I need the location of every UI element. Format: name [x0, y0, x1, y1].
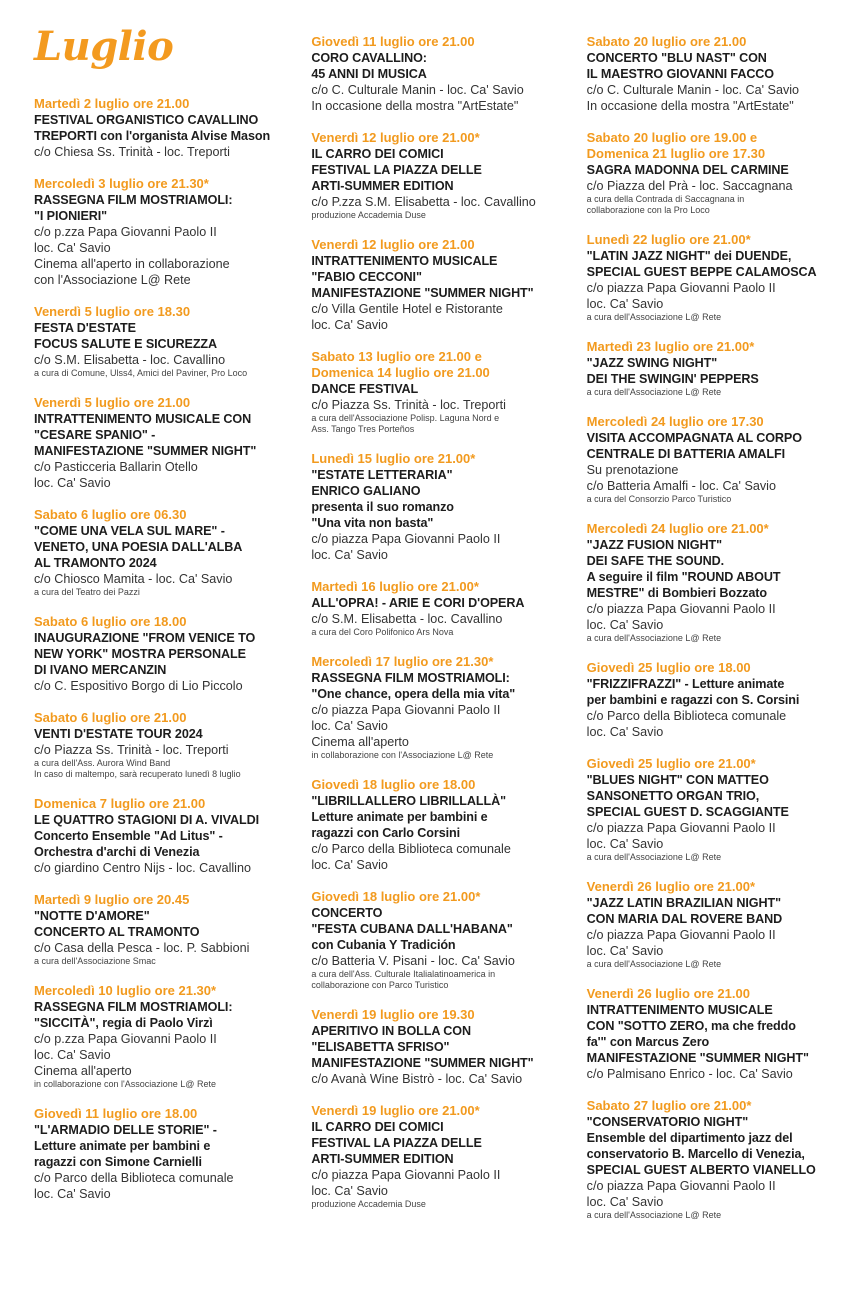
event-date: Martedì 16 luglio ore 21.00*: [311, 579, 479, 594]
event-date: Venerdì 19 luglio ore 21.00*: [311, 1103, 480, 1118]
event-date: Venerdì 5 luglio ore 18.30: [34, 304, 191, 319]
event-title: "BLUES NIGHT" CON MATTEO SANSONETTO ORGAN TRIO, SPECIAL GUEST D. SCAGGIANTE: [586, 773, 789, 819]
event-title: INTRATTENIMENTO MUSICALE CON "SOTTO ZERO, ma che freddo fa'" con Marcus Zero MANIFESTAZIONE "SUMMER NIGHT": [586, 1003, 809, 1065]
event-title: VENTI D'ESTATE TOUR 2024: [34, 727, 203, 741]
event-item: [34, 507, 299, 598]
event-item: [34, 614, 299, 694]
event-title: APERITIVO IN BOLLA CON "ELISABETTA SFRISO" MANIFESTAZIONE "SUMMER NIGHT": [311, 1024, 534, 1070]
event-title: RASSEGNA FILM MOSTRIAMOLI: "I PIONIERI": [34, 193, 233, 223]
event-location: Su prenotazione: [586, 463, 679, 477]
event-date: Martedì 23 luglio ore 21.00*: [586, 339, 755, 354]
event-item: [587, 130, 855, 216]
event-location: c/o P.zza S.M. Elisabetta - loc. Cavallino: [311, 195, 536, 209]
event-date: Martedì 9 luglio ore 20.45: [34, 892, 190, 907]
event-location: c/o Chiesa Ss. Trinità - loc. Treporti: [34, 145, 230, 159]
event-item: [587, 879, 855, 970]
event-title: INTRATTENIMENTO MUSICALE "FABIO CECCONI" MANIFESTAZIONE "SUMMER NIGHT": [311, 254, 534, 300]
event-title: CONCERTO "BLU NAST" CON IL MAESTRO GIOVANNI FACCO: [586, 51, 775, 81]
event-location: c/o Parco della Biblioteca comunale loc. Ca' Savio: [34, 1171, 234, 1201]
event-note: produzione Accademia Duse: [311, 1199, 426, 1209]
event-note: a cura dell'Associazione Smac: [34, 956, 156, 966]
event-title: VISITA ACCOMPAGNATA AL CORPO CENTRALE DI BATTERIA AMALFI: [586, 431, 802, 461]
event-location: c/o p.zza Papa Giovanni Paolo II loc. Ca' Savio: [34, 1032, 217, 1062]
event-date: Sabato 13 luglio ore 21.00 e Domenica 14 luglio ore 21.00: [311, 349, 490, 380]
event-date: Mercoledì 3 luglio ore 21.30*: [34, 176, 209, 191]
event-title: CONCERTO "FESTA CUBANA DALL'HABANA" con Cubania Y Tradición: [311, 906, 513, 952]
event-item: [311, 237, 574, 333]
event-location: c/o piazza Papa Giovanni Paolo II loc. Ca' Savio: [586, 281, 776, 311]
event-item: [34, 1106, 299, 1202]
event-date: Venerdì 12 luglio ore 21.00*: [311, 130, 480, 145]
event-note: a cura del Teatro dei Pazzi: [34, 587, 140, 597]
event-title: "FRIZZIFRAZZI" - Letture animate per bambini e ragazzi con S. Corsini: [586, 677, 800, 707]
event-date: Martedì 2 luglio ore 21.00: [34, 96, 190, 111]
event-title: INAUGURAZIONE "FROM VENICE TO NEW YORK" MOSTRA PERSONALE DI IVANO MERCANZIN: [34, 631, 256, 677]
event-item: [311, 777, 574, 873]
event-title: "CONSERVATORIO NIGHT" Ensemble del dipartimento jazz del conservatorio B. Marcello di Venezia, SPECIAL GUEST ALBERTO VIANELLO: [586, 1115, 816, 1177]
event-location: c/o piazza Papa Giovanni Paolo II loc. Ca' Savio: [311, 703, 501, 733]
event-location: c/o C. Culturale Manin - loc. Ca' Savio In occasione della mostra "ArtEstate": [311, 83, 524, 113]
event-date: Venerdì 19 luglio ore 19.30: [311, 1007, 475, 1022]
event-date: Giovedì 11 luglio ore 21.00: [311, 34, 475, 49]
event-date: Lunedì 15 luglio ore 21.00*: [311, 451, 476, 466]
event-item: [311, 34, 574, 114]
calendar-column-3: [587, 22, 855, 1291]
event-title: IL CARRO DEI COMICI FESTIVAL LA PIAZZA DELLE ARTI-SUMMER EDITION: [311, 147, 482, 193]
event-date: Giovedì 25 luglio ore 21.00*: [586, 756, 756, 771]
event-location: c/o piazza Papa Giovanni Paolo II loc. Ca' Savio: [586, 602, 776, 632]
event-item: [311, 579, 574, 638]
event-date: Giovedì 18 luglio ore 18.00: [311, 777, 476, 792]
event-item: [587, 339, 855, 398]
event-date: Venerdì 12 luglio ore 21.00: [311, 237, 475, 252]
event-title: "NOTTE D'AMORE" CONCERTO AL TRAMONTO: [34, 909, 200, 939]
event-title: "JAZZ FUSION NIGHT" DEI SAFE THE SOUND. A seguire il film "ROUND ABOUT MESTRE" di Bombieri Bozzato: [586, 538, 781, 600]
event-location: c/o Parco della Biblioteca comunale loc. Ca' Savio: [311, 842, 511, 872]
event-date: Mercoledì 24 luglio ore 21.00*: [586, 521, 769, 536]
event-note: a cura di Comune, Ulss4, Amici del Paviner, Pro Loco: [34, 368, 248, 378]
event-note: a cura dell'Associazione L@ Rete: [586, 387, 722, 397]
event-title: "LATIN JAZZ NIGHT" dei DUENDE, SPECIAL GUEST BEPPE CALAMOSCA: [586, 249, 817, 279]
event-note: a cura dell'Ass. Aurora Wind Band In caso di maltempo, sarà recuperato lunedì 8 luglio: [34, 758, 241, 779]
event-item: [311, 451, 574, 563]
event-location: Cinema all'aperto: [34, 1064, 132, 1078]
event-title: "JAZZ LATIN BRAZILIAN NIGHT" CON MARIA DAL ROVERE BAND: [586, 896, 783, 926]
event-note: a cura dell'Associazione L@ Rete: [586, 1210, 722, 1220]
event-title: "L'ARMADIO DELLE STORIE" - Letture animate per bambini e ragazzi con Simone Carnielli: [34, 1123, 217, 1169]
event-title: RASSEGNA FILM MOSTRIAMOLI: "SICCITÀ", regia di Paolo Virzì: [34, 1000, 233, 1030]
event-item: [311, 349, 574, 435]
event-title: "JAZZ SWING NIGHT" DEI THE SWINGIN' PEPPERS: [586, 356, 759, 386]
event-item: [311, 1103, 574, 1210]
event-item: [587, 660, 855, 740]
event-location: c/o Villa Gentile Hotel e Ristorante loc. Ca' Savio: [311, 302, 503, 332]
event-note: in collaborazione con l'Associazione L@ Rete: [311, 750, 494, 760]
event-item: [34, 796, 299, 876]
event-note: in collaborazione con l'Associazione L@ Rete: [34, 1079, 216, 1089]
event-location: c/o C. Espositivo Borgo di Lio Piccolo: [34, 679, 243, 693]
event-item: [34, 983, 299, 1090]
month-title: Luglio: [34, 23, 174, 70]
event-title: "COME UNA VELA SUL MARE" - VENETO, UNA POESIA DALL'ALBA AL TRAMONTO 2024: [34, 524, 243, 570]
event-location: c/o S.M. Elisabetta - loc. Cavallino: [311, 612, 503, 626]
event-title: CORO CAVALLINO: 45 ANNI DI MUSICA: [311, 51, 427, 81]
event-location: c/o piazza Papa Giovanni Paolo II loc. Ca' Savio: [586, 1179, 776, 1209]
event-location: c/o giardino Centro Nijs - loc. Cavallino: [34, 861, 251, 875]
event-item: [587, 232, 855, 323]
event-date: Sabato 6 luglio ore 21.00: [34, 710, 187, 725]
event-location: c/o Batteria V. Pisani - loc. Ca' Savio: [311, 954, 515, 968]
event-title: LE QUATTRO STAGIONI DI A. VIVALDI Concerto Ensemble "Ad Litus" - Orchestra d'archi di Venezia: [34, 813, 260, 859]
event-date: Sabato 6 luglio ore 18.00: [34, 614, 187, 629]
event-title: IL CARRO DEI COMICI FESTIVAL LA PIAZZA DELLE ARTI-SUMMER EDITION: [311, 1120, 482, 1166]
event-item: [587, 986, 855, 1082]
event-note: a cura dell'Associazione L@ Rete: [586, 312, 722, 322]
event-date: Mercoledì 10 luglio ore 21.30*: [34, 983, 217, 998]
event-date: Giovedì 11 luglio ore 18.00: [34, 1106, 198, 1121]
event-date: Venerdì 5 luglio ore 21.00: [34, 395, 191, 410]
event-location: c/o Casa della Pesca - loc. P. Sabbioni: [34, 941, 250, 955]
event-date: Giovedì 18 luglio ore 21.00*: [311, 889, 481, 904]
event-location: c/o p.zza Papa Giovanni Paolo II loc. Ca' Savio: [34, 225, 217, 255]
event-title: FESTA D'ESTATE FOCUS SALUTE E SICUREZZA: [34, 321, 218, 351]
event-date: Domenica 7 luglio ore 21.00: [34, 796, 206, 811]
event-item: [311, 889, 574, 991]
event-location: c/o Piazza Ss. Trinità - loc. Treporti: [34, 743, 229, 757]
event-title: DANCE FESTIVAL: [311, 382, 419, 396]
event-note: a cura dell'Associazione L@ Rete: [586, 633, 722, 643]
event-location: c/o piazza Papa Giovanni Paolo II loc. Ca' Savio: [586, 928, 776, 958]
event-item: [587, 521, 855, 644]
event-note: a cura della Contrada di Saccagnana in collaborazione con la Pro Loco: [586, 194, 745, 215]
event-location: c/o C. Culturale Manin - loc. Ca' Savio In occasione della mostra "ArtEstate": [586, 83, 800, 113]
event-item: [34, 304, 299, 379]
event-date: Sabato 27 luglio ore 21.00*: [586, 1098, 752, 1113]
event-item: [587, 1098, 855, 1221]
event-date: Mercoledì 17 luglio ore 21.30*: [311, 654, 494, 669]
event-location: c/o piazza Papa Giovanni Paolo II loc. Ca' Savio: [311, 532, 501, 562]
event-item: [311, 130, 574, 221]
event-title: ALL'OPRA! - ARIE E CORI D'OPERA: [311, 596, 525, 610]
event-item: [311, 1007, 574, 1087]
event-location: c/o piazza Papa Giovanni Paolo II loc. Ca' Savio: [586, 821, 776, 851]
event-location: c/o Pasticceria Ballarin Otello loc. Ca' Savio: [34, 460, 198, 490]
event-title: FESTIVAL ORGANISTICO CAVALLINO TREPORTI con l'organista Alvise Mason: [34, 113, 271, 143]
event-item: [587, 756, 855, 863]
event-title: SAGRA MADONNA DEL CARMINE: [586, 163, 789, 177]
event-location: c/o Avanà Wine Bistrò - loc. Ca' Savio: [311, 1072, 523, 1086]
event-location: Cinema all'aperto in collaborazione con l'Associazione L@ Rete: [34, 257, 230, 287]
event-location: Cinema all'aperto: [311, 735, 409, 749]
event-title: RASSEGNA FILM MOSTRIAMOLI: "One chance, opera della mia vita": [311, 671, 516, 701]
event-item: [311, 654, 574, 761]
event-date: Sabato 6 luglio ore 06.30: [34, 507, 187, 522]
event-location: c/o Piazza Ss. Trinità - loc. Treporti: [311, 398, 506, 412]
event-location: c/o S.M. Elisabetta - loc. Cavallino: [34, 353, 226, 367]
event-note: produzione Accademia Duse: [311, 210, 426, 220]
event-note: a cura dell'Associazione Polisp. Laguna Nord e Ass. Tango Tres Porteños: [311, 413, 500, 434]
event-location: c/o Chiosco Mamita - loc. Ca' Savio: [34, 572, 233, 586]
event-item: [34, 395, 299, 491]
event-date: Sabato 20 luglio ore 21.00: [586, 34, 747, 49]
event-location: c/o Piazza del Prà - loc. Saccagnana: [586, 179, 793, 193]
event-date: Venerdì 26 luglio ore 21.00*: [586, 879, 756, 894]
event-location: c/o Parco della Biblioteca comunale loc. Ca' Savio: [586, 709, 787, 739]
event-item: [34, 96, 299, 160]
event-date: Lunedì 22 luglio ore 21.00*: [586, 232, 751, 247]
event-title: "LIBRILLALLERO LIBRILLALLÀ" Letture animate per bambini e ragazzi con Carlo Corsini: [311, 794, 506, 840]
calendar-column-1: [34, 22, 299, 1291]
event-date: Venerdì 26 luglio ore 21.00: [586, 986, 750, 1001]
event-date: Giovedì 25 luglio ore 18.00: [586, 660, 751, 675]
event-item: [587, 34, 855, 114]
event-date: Sabato 20 luglio ore 19.00 e Domenica 21 luglio ore 17.30: [586, 130, 766, 161]
event-note: a cura dell'Associazione L@ Rete: [586, 852, 722, 862]
event-date: Mercoledì 24 luglio ore 17.30: [586, 414, 764, 429]
event-location: c/o piazza Papa Giovanni Paolo II loc. Ca' Savio: [311, 1168, 501, 1198]
event-location: c/o Batteria Amalfi - loc. Ca' Savio: [586, 479, 776, 493]
event-item: [34, 176, 299, 288]
event-note: a cura del Coro Polifonico Ars Nova: [311, 627, 454, 637]
calendar-column-2: [311, 22, 574, 1291]
event-note: a cura dell'Ass. Culturale Italialatinoamerica in collaborazione con Parco Turistico: [311, 969, 496, 990]
event-item: [587, 414, 855, 505]
event-note: a cura del Consorzio Parco Turistico: [586, 494, 732, 504]
event-location: c/o Palmisano Enrico - loc. Ca' Savio: [586, 1067, 793, 1081]
event-title: "ESTATE LETTERARIA" ENRICO GALIANO presenta il suo romanzo "Una vita non basta": [311, 468, 454, 530]
event-title: INTRATTENIMENTO MUSICALE CON "CESARE SPANIO" - MANIFESTAZIONE "SUMMER NIGHT": [34, 412, 257, 458]
event-item: [34, 892, 299, 967]
event-note: a cura dell'Associazione L@ Rete: [586, 959, 722, 969]
event-item: [34, 710, 299, 780]
